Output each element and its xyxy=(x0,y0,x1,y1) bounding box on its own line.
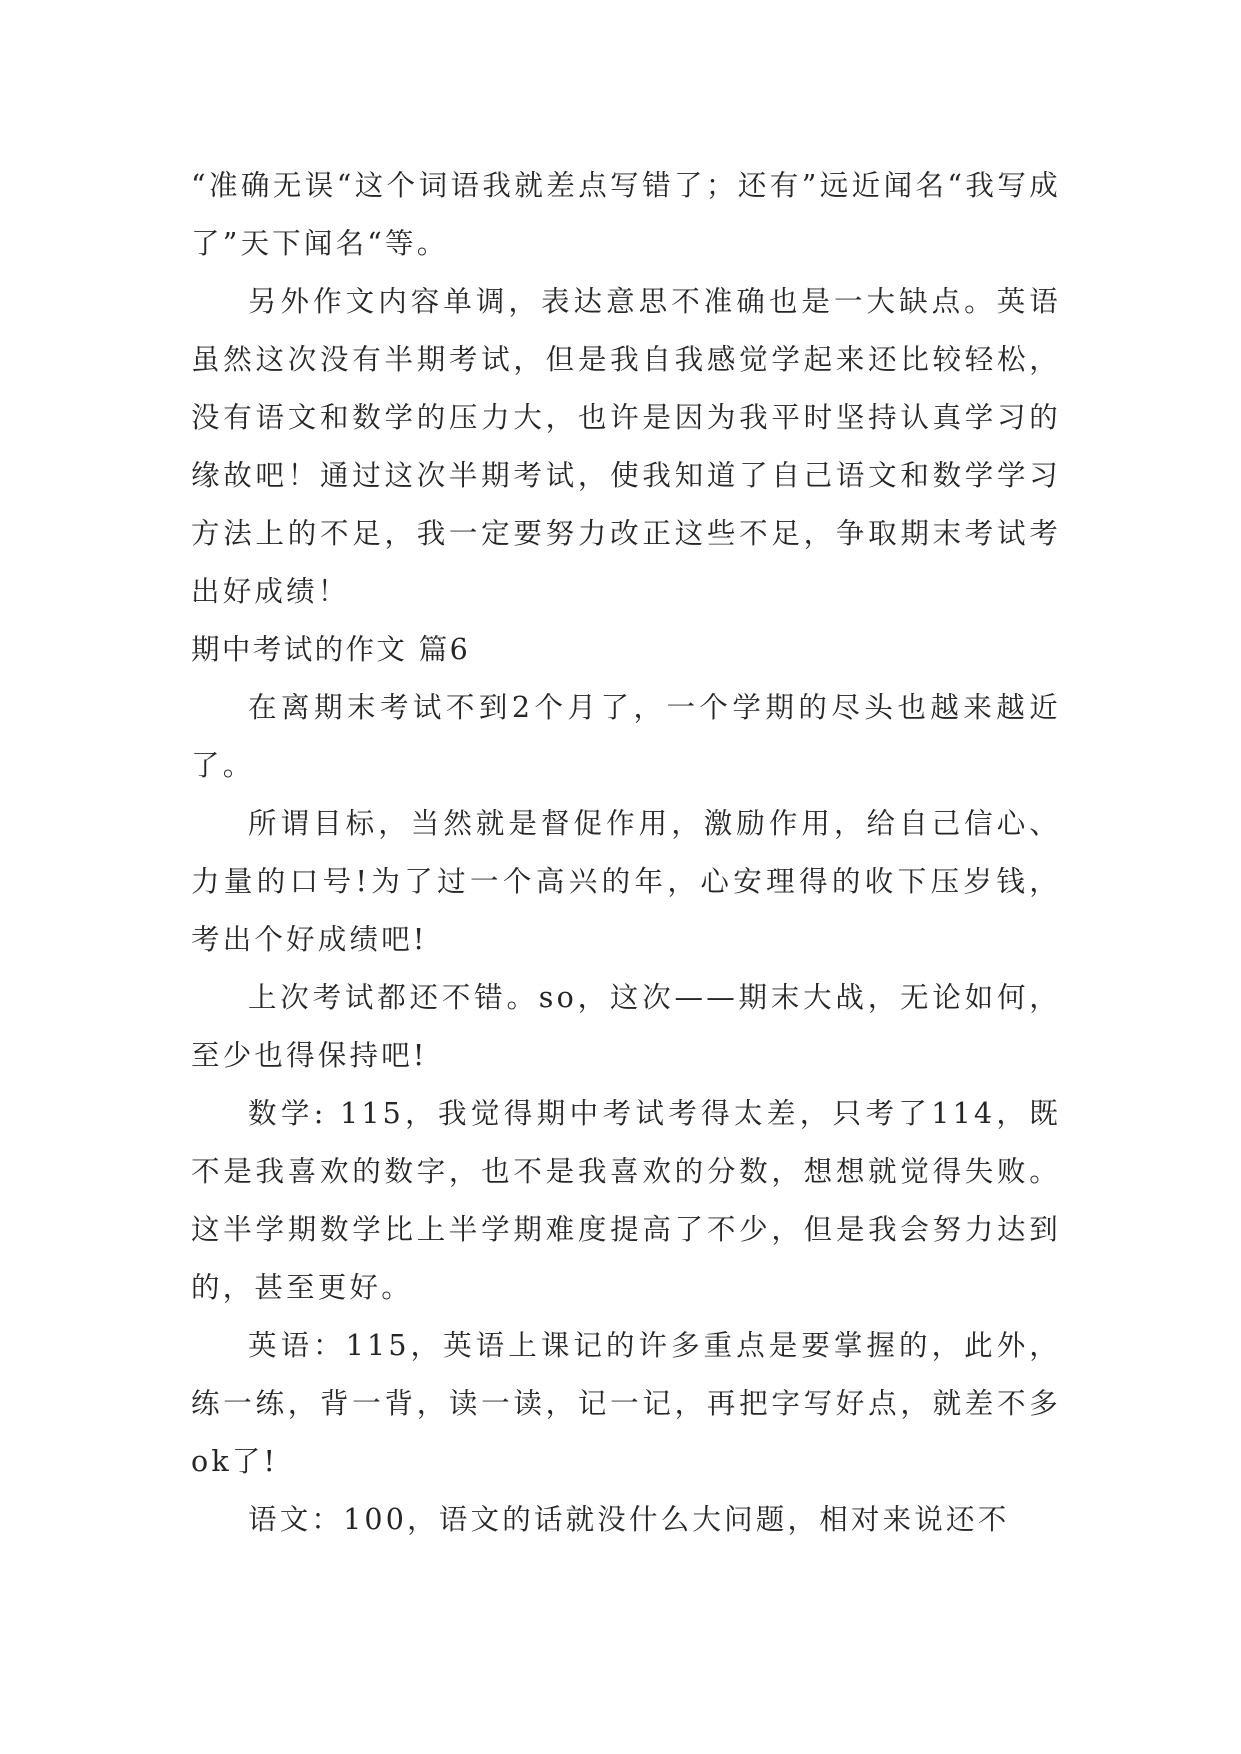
paragraph-goal: 所谓目标，当然就是督促作用，激励作用，给自己信心、力量的口号!为了过一个高兴的年，心安理得的收下压岁钱，考出个好成绩吧! xyxy=(191,807,1061,956)
paragraph-continued: “准确无误“这个词语我就差点写错了；还有”远近闻名“我写成了”天下闻名“等。 xyxy=(191,169,1061,260)
paragraph-intro: 在离期末考试不到2个月了，一个学期的尽头也越来越近了。 xyxy=(191,691,1061,782)
paragraph-reflection: 另外作文内容单调，表达意思不准确也是一大缺点。英语虽然这次没有半期考试，但是我自我感觉学起来还比较轻松，没有语文和数学的压力大，也许是因为我平时坚持认真学习的缘故吧！通过这次半期考试，使我知道了自己语文和数学学习方法上的不足，我一定要努力改正这些不足，争取期末考试考出好成绩！ xyxy=(191,285,1061,608)
paragraph-last-exam: 上次考试都还不错。so，这次——期末大战，无论如何，至少也得保持吧! xyxy=(191,981,1061,1072)
paragraph-english: 英语：115，英语上课记的许多重点是要掌握的，此外，练一练，背一背，读一读，记一记，再把字写好点，就差不多ok了! xyxy=(191,1329,1061,1478)
paragraph-chinese: 语文：100，语文的话就没什么大问题，相对来说还不 xyxy=(248,1503,1010,1536)
section-heading: 期中考试的作文 篇6 xyxy=(191,633,471,666)
paragraph-math: 数学: 115，我觉得期中考试考得太差，只考了114，既不是我喜欢的数字，也不是我喜欢的分数，想想就觉得失败。这半学期数学比上半学期难度提高了不少，但是我会努力达到的，甚至更好。 xyxy=(191,1097,1061,1304)
document-body xyxy=(191,157,1061,1549)
